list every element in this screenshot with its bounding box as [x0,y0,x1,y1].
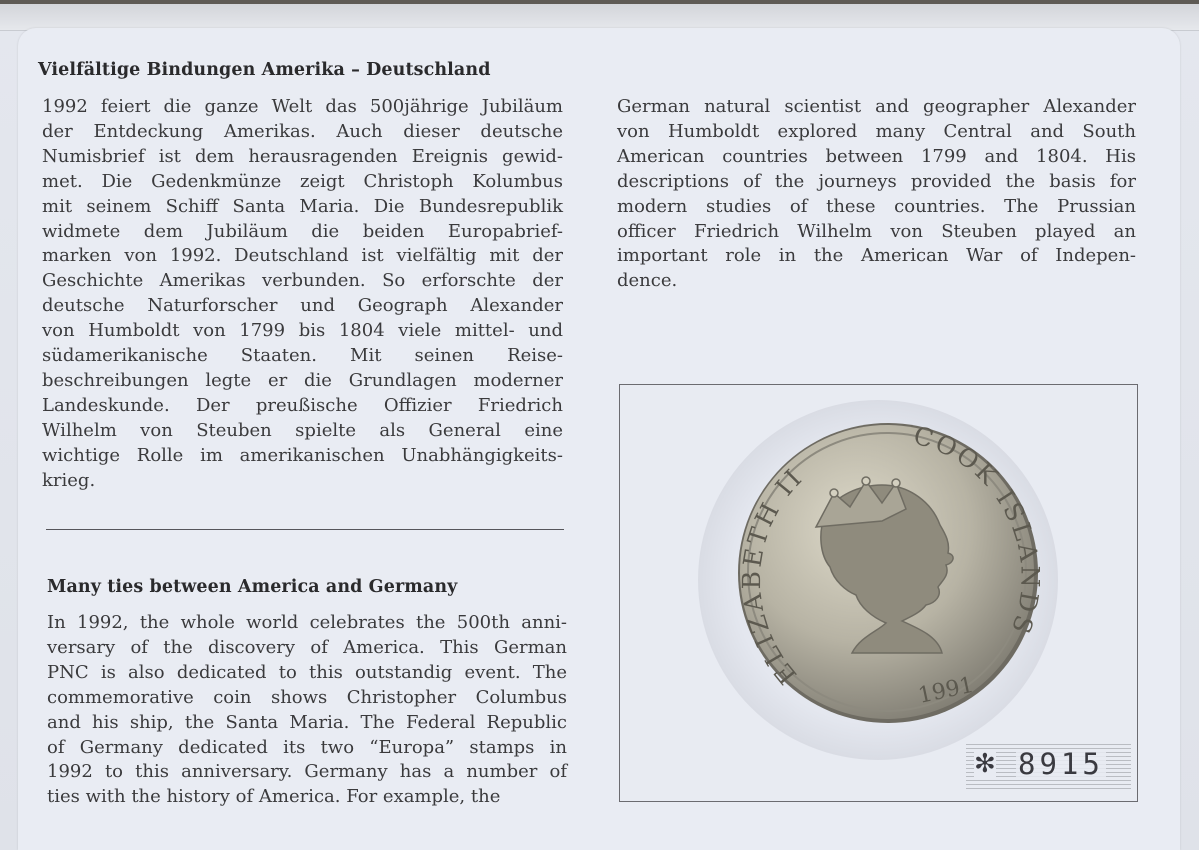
text-line: dence. [617,270,678,292]
english-text [47,611,567,810]
coin-legend-left: ELIZABETH II [737,461,810,690]
text-line: marken von 1992. Deutschland ist vielfältig mit der [42,245,563,267]
text-line: der Entdeckung Amerikas. Auch dieser deutsche [42,120,563,142]
section-divider [46,529,564,530]
serial-number: 8915 [1018,747,1104,781]
text-line: important role in the American War of Indepen- [617,245,1136,267]
german-heading: Vielfältige Bindungen Amerika – Deutschland [38,60,491,80]
text-line: krieg. [42,469,96,491]
envelope-flap [0,4,1199,31]
text-line: beschreibungen legte er die Grundlagen moderner [42,369,563,391]
text-line: met. Die Gedenkmünze zeigt Christoph Kolumbus [42,170,563,192]
english-text-continued [617,95,1136,294]
text-line: widmete dem Jubiläum die beiden Europabrief- [42,220,563,242]
text-line: 1992 to this anniversary. Germany has a number of [47,761,567,783]
coin-window [619,384,1138,802]
text-line: von Humboldt explored many Central and South [617,120,1136,142]
text-line: Landeskunde. Der preußische Offizier Friedrich [42,394,563,416]
text-line: südamerikanische Staaten. Mit seinen Reise- [42,345,563,367]
text-line: of Germany dedicated its two “Europa” stamps in [47,736,567,758]
text-line: Wilhelm von Steuben spielte als General eine [42,419,563,441]
text-line: Geschichte Amerikas verbunden. So erforschte der [42,270,563,292]
text-line: modern studies of these countries. The Prussian [617,195,1136,217]
text-line: American countries between 1799 and 1804. His [617,145,1136,167]
text-line: German natural scientist and geographer Alexander [617,96,1136,117]
text-line: deutsche Naturforscher und Geograph Alexander [42,295,563,317]
text-line: von Humboldt von 1799 bis 1804 viele mittel- und [42,320,563,342]
asterisk-icon: ✻ [974,749,996,779]
text-line: 1992 feiert die ganze Welt das 500jährige Jubiläum [42,96,563,117]
text-line: mit seinem Schiff Santa Maria. Die Bundesrepublik [42,195,563,217]
text-line: Numisbrief ist dem herausragenden Ereignis gewid- [42,145,563,167]
english-heading: Many ties between America and Germany [47,577,458,597]
text-line: PNC is also dedicated to this outstandig event. The [47,661,567,683]
text-line: descriptions of the journeys provided the basis for [617,170,1136,192]
serial-number-box [966,741,1131,789]
coin-svg [620,385,1137,801]
text-line: officer Friedrich Wilhelm von Steuben played an [617,220,1136,242]
coin-year: 1991 [916,672,977,709]
german-text [42,95,563,494]
text-line: In 1992, the whole world celebrates the 500th anni- [47,612,567,633]
text-line: commemorative coin shows Christopher Columbus [47,686,567,708]
coin-legend-right: COOK ISLANDS [910,420,1045,640]
text-line: wichtige Rolle im amerikanischen Unabhängigkeits- [42,444,563,466]
text-line: versary of the discovery of America. This German [47,636,567,658]
text-line: and his ship, the Santa Maria. The Federal Republic [47,711,567,733]
text-line: ties with the history of America. For example, the [47,786,501,808]
